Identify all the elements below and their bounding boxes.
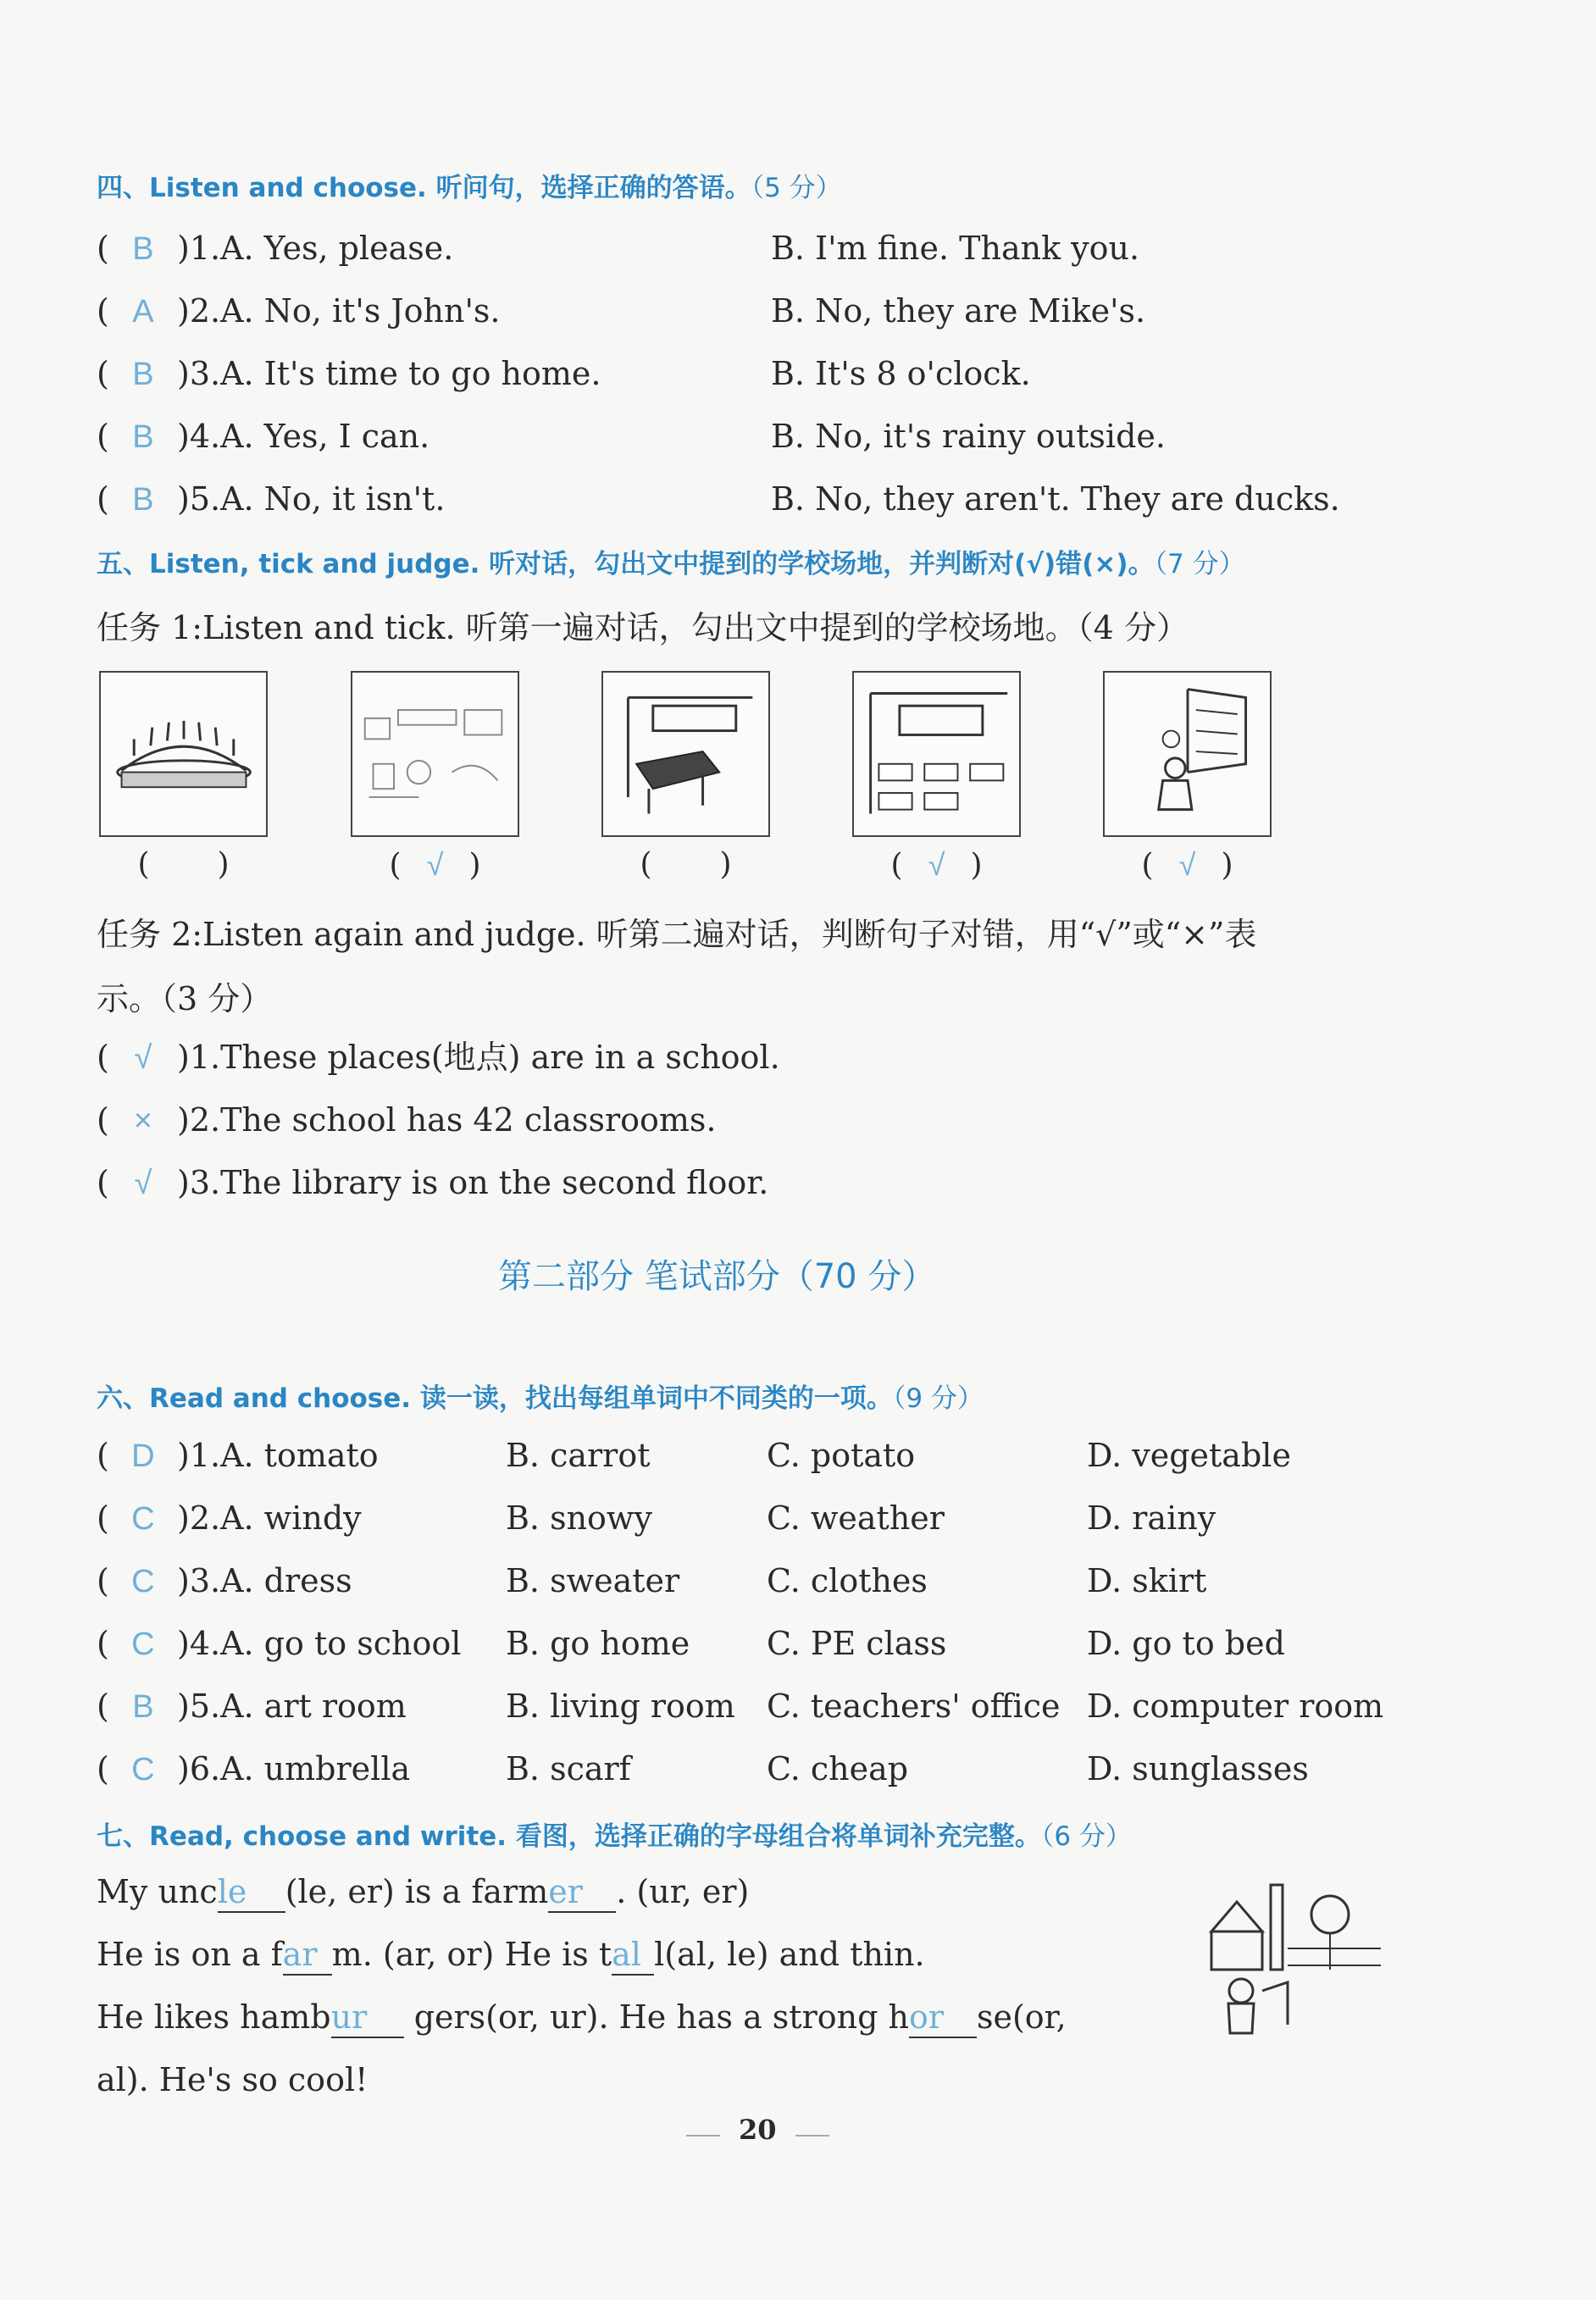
s6-item-2-option-c: C. weather xyxy=(767,1499,945,1537)
item-number: 2. xyxy=(189,1101,221,1139)
s4-item-5 xyxy=(97,479,445,519)
s4-item-2-option-b: B. No, they are Mike's. xyxy=(771,292,1146,330)
blank-6[interactable]: or xyxy=(909,1998,977,2038)
s5-item-1 xyxy=(97,1038,780,1078)
item-number: 4. xyxy=(189,1625,221,1662)
s6-item-2-option-d: D. rainy xyxy=(1087,1499,1216,1537)
s6-item-1-option-d: D. vegetable xyxy=(1087,1437,1291,1474)
s4-item-4-option-b: B. No, it's rainy outside. xyxy=(771,418,1166,455)
open-paren: ( xyxy=(97,355,119,392)
s6-item-5 xyxy=(97,1687,407,1726)
s6-item-1 xyxy=(97,1436,379,1476)
close-paren: ) xyxy=(166,230,190,267)
s6-item-5-option-d: D. computer room xyxy=(1087,1688,1384,1725)
answer-3[interactable]: B xyxy=(132,357,154,392)
s6-item-1-option-b: B. carrot xyxy=(506,1437,651,1474)
open-paren: ( xyxy=(97,1039,119,1076)
close-paren: ) xyxy=(166,1164,190,1201)
s6-item-6-option-c: C. cheap xyxy=(767,1750,909,1787)
answer-6[interactable]: C xyxy=(131,1752,155,1787)
music-room-picture xyxy=(601,671,770,837)
s5-item-3 xyxy=(97,1163,768,1203)
s6-item-4-option-d: D. go to bed xyxy=(1087,1625,1285,1662)
close-paren: ) xyxy=(166,1101,190,1139)
s6-item-1-option-c: C. potato xyxy=(767,1437,916,1474)
close-paren: ) xyxy=(166,1562,190,1599)
open-paren: ( xyxy=(97,1562,119,1599)
section-6-points: （9 分） xyxy=(892,1383,984,1414)
blank-4[interactable]: al xyxy=(612,1935,654,1976)
answer-3[interactable]: C xyxy=(131,1564,155,1599)
s6-item-3-option-c: C. clothes xyxy=(767,1562,928,1599)
section-4-title xyxy=(97,166,842,204)
s6-item-3-option-d: D. skirt xyxy=(1087,1562,1207,1599)
library-picture xyxy=(1103,671,1272,837)
option-a: A. dress xyxy=(220,1562,352,1599)
classroom-picture xyxy=(852,671,1021,837)
close-paren: ) xyxy=(166,1688,190,1725)
part-2-title: 第二部分 笔试部分（70 分） xyxy=(498,1257,936,1296)
tick-mark: √ xyxy=(928,847,945,882)
s4-item-4 xyxy=(97,417,429,457)
statement: The school has 42 classrooms. xyxy=(220,1101,717,1139)
item-number: 1. xyxy=(189,1437,221,1474)
judge-answer-3[interactable]: √ xyxy=(134,1166,152,1201)
s7-line-4: al). He's so cool! xyxy=(97,2061,369,2098)
farm-picture xyxy=(1186,1864,1389,2042)
open-paren: ( xyxy=(97,1101,119,1139)
open-paren: ( xyxy=(97,292,119,330)
task-2-instruction-line2: 示。（3 分） xyxy=(97,980,273,1017)
item-number: 2. xyxy=(189,1499,221,1537)
page-footer xyxy=(668,2114,848,2146)
s6-item-3-option-b: B. sweater xyxy=(506,1562,680,1599)
open-paren: ( xyxy=(97,418,119,455)
close-paren: ) xyxy=(166,355,190,392)
close-paren: ) xyxy=(166,1437,190,1474)
page-number: 20 xyxy=(739,2114,777,2146)
option-a: A. umbrella xyxy=(220,1750,411,1787)
answer-4[interactable]: B xyxy=(132,419,154,455)
answer-5[interactable]: B xyxy=(132,482,154,518)
task-2-instruction-line1: 任务 2:Listen again and judge. 听第二遍对话，判断句子对错，用“√”或“×”表 xyxy=(97,916,1257,953)
blank-3[interactable]: ar xyxy=(283,1935,332,1976)
item-number: 1. xyxy=(189,230,221,267)
blank-1[interactable]: le xyxy=(218,1872,285,1913)
answer-1[interactable]: B xyxy=(132,231,154,267)
option-a: A. Yes, please. xyxy=(220,230,454,267)
section-4-points: （5 分） xyxy=(751,173,842,203)
s6-item-4-option-b: B. go home xyxy=(506,1625,690,1662)
tick-mark: √ xyxy=(1178,847,1196,882)
answer-2[interactable]: A xyxy=(132,294,154,330)
open-paren: ( xyxy=(97,1750,119,1787)
s6-item-4-option-c: C. PE class xyxy=(767,1625,947,1662)
open-paren: ( xyxy=(97,1688,119,1725)
answer-2[interactable]: C xyxy=(131,1501,155,1537)
section-5-title xyxy=(97,542,1245,580)
option-a: A. go to school xyxy=(220,1625,462,1662)
option-a: A. windy xyxy=(220,1499,362,1537)
s5-item-2 xyxy=(97,1100,716,1140)
close-paren: ) xyxy=(166,418,190,455)
s4-item-1 xyxy=(97,229,453,269)
answer-5[interactable]: B xyxy=(132,1689,154,1725)
stadium-picture xyxy=(99,671,268,837)
section-5-points: （7 分） xyxy=(1154,549,1245,579)
s4-item-5-option-b: B. No, they aren't. They are ducks. xyxy=(771,480,1340,518)
open-paren: ( xyxy=(97,1437,119,1474)
option-a: A. No, it's John's. xyxy=(220,292,501,330)
task-1-instruction: 任务 1:Listen and tick. 听第一遍对话，勾出文中提到的学校场地。（4 分） xyxy=(97,609,1189,646)
option-a: A. No, it isn't. xyxy=(220,480,446,518)
item-number: 1. xyxy=(189,1039,221,1076)
close-paren: ) xyxy=(166,1039,190,1076)
section-7-title xyxy=(97,1815,1132,1853)
blank-2[interactable]: er xyxy=(548,1872,616,1913)
statement: These places(地点) are in a school. xyxy=(220,1039,780,1076)
answer-1[interactable]: D xyxy=(131,1438,155,1474)
statement: The library is on the second floor. xyxy=(220,1164,769,1201)
item-number: 3. xyxy=(189,1562,221,1599)
s6-item-6 xyxy=(97,1749,410,1789)
s4-item-3 xyxy=(97,354,601,394)
section-5-title-text: 五、Listen, tick and judge. 听对话，勾出文中提到的学校场地，并判断对(√)错(×)。 xyxy=(97,549,1155,579)
s4-item-1-option-b: B. I'm fine. Thank you. xyxy=(771,230,1140,267)
item-number: 5. xyxy=(189,1688,221,1725)
tick-box-5[interactable]: ( √ ) xyxy=(1141,847,1233,883)
option-a: A. It's time to go home. xyxy=(220,355,601,392)
close-paren: ) xyxy=(166,1750,190,1787)
s6-item-5-option-b: B. living room xyxy=(506,1688,735,1725)
item-number: 4. xyxy=(189,418,221,455)
open-paren: ( xyxy=(97,1164,119,1201)
s4-item-3-option-b: B. It's 8 o'clock. xyxy=(771,355,1031,392)
tick-box-3[interactable]: ( ) xyxy=(640,847,732,882)
option-a: A. tomato xyxy=(220,1437,379,1474)
close-paren: ) xyxy=(166,480,190,518)
section-6-title xyxy=(97,1377,984,1415)
open-paren: ( xyxy=(97,230,119,267)
item-number: 3. xyxy=(189,1164,221,1201)
option-a: A. Yes, I can. xyxy=(220,418,430,455)
s7-line-3: He likes hambur gers(or, ur). He has a strong hor se(or, xyxy=(97,1998,1067,2038)
section-6-title-text: 六、Read and choose. 读一读，找出每组单词中不同类的一项。 xyxy=(97,1383,893,1414)
s7-line-1: My uncle (le, er) is a farmer . (ur, er) xyxy=(97,1872,749,1913)
close-paren: ) xyxy=(166,1625,190,1662)
option-a: A. art room xyxy=(220,1688,407,1725)
s4-item-2 xyxy=(97,291,501,331)
blank-5[interactable]: ur xyxy=(331,1998,404,2038)
s7-line-2: He is on a far m. (ar, or) He is tal l(al, le) and thin. xyxy=(97,1935,925,1976)
open-paren: ( xyxy=(97,1499,119,1537)
open-paren: ( xyxy=(97,480,119,518)
section-4-title-text: 四、Listen and choose. 听问句，选择正确的答语。 xyxy=(97,173,751,203)
item-number: 3. xyxy=(189,355,221,392)
s6-item-3 xyxy=(97,1561,352,1601)
section-7-points: （6 分） xyxy=(1040,1821,1132,1852)
close-paren: ) xyxy=(166,292,190,330)
judge-answer-2[interactable]: × xyxy=(133,1103,152,1139)
s6-item-5-option-c: C. teachers' office xyxy=(767,1688,1061,1725)
s6-item-6-option-d: D. sunglasses xyxy=(1087,1750,1309,1787)
tick-box-1[interactable]: ( ) xyxy=(137,847,230,882)
answer-4[interactable]: C xyxy=(131,1627,155,1662)
item-number: 6. xyxy=(189,1750,221,1787)
campus-map-picture xyxy=(351,671,519,837)
s6-item-4 xyxy=(97,1624,461,1664)
tick-box-2[interactable]: ( √ ) xyxy=(389,847,481,883)
tick-box-4[interactable]: ( √ ) xyxy=(890,847,983,883)
s6-item-2-option-b: B. snowy xyxy=(506,1499,652,1537)
section-7-title-text: 七、Read, choose and write. 看图，选择正确的字母组合将单词补充完整。 xyxy=(97,1821,1041,1852)
tick-mark: √ xyxy=(426,847,444,882)
item-number: 2. xyxy=(189,292,221,330)
item-number: 5. xyxy=(189,480,221,518)
judge-answer-1[interactable]: √ xyxy=(134,1040,152,1076)
s6-item-2 xyxy=(97,1499,362,1538)
open-paren: ( xyxy=(97,1625,119,1662)
s6-item-6-option-b: B. scarf xyxy=(506,1750,631,1787)
close-paren: ) xyxy=(166,1499,190,1537)
